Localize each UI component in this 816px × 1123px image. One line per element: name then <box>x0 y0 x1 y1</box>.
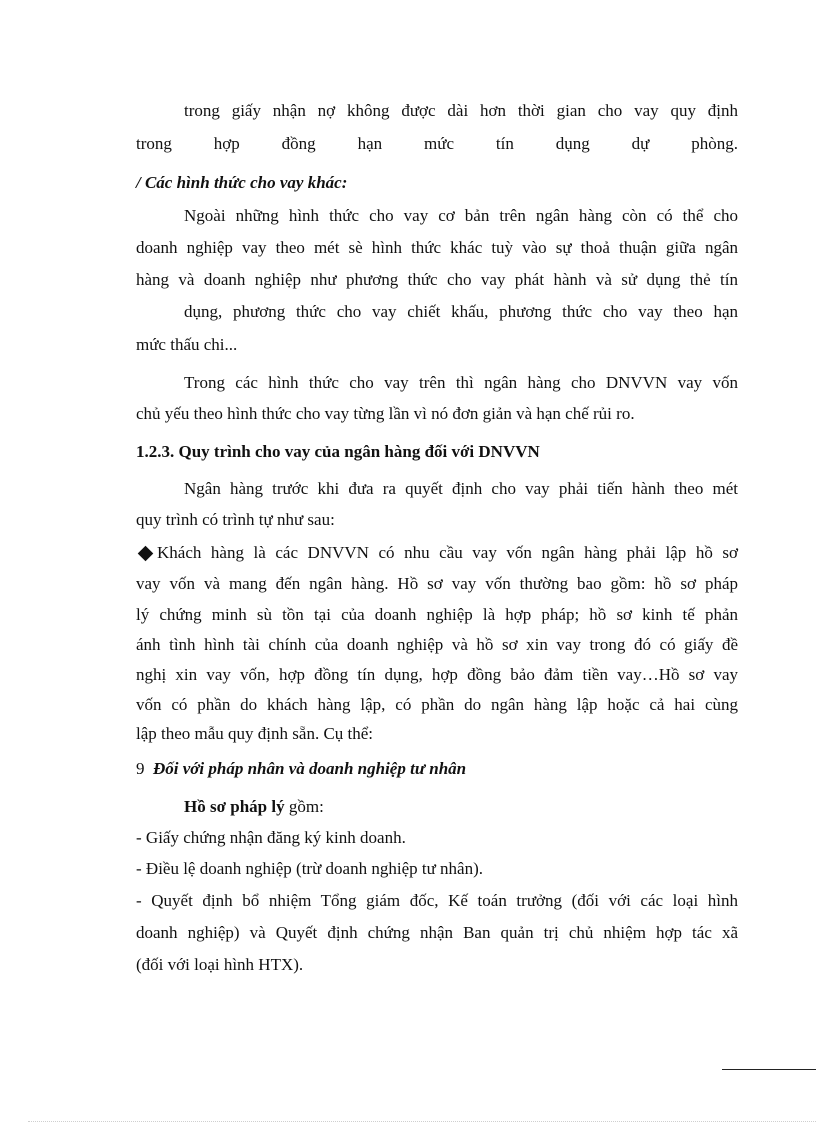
text-line: Ngoài những hình thức cho vay cơ bản trên ngân hàng còn có thể cho <box>184 206 738 225</box>
label-suffix: gồm: <box>284 797 324 816</box>
text-line: quy trình có trình tự như sau: <box>136 510 335 529</box>
text-line: doanh nghiệp) và Quyết định chứng nhận Ban quản trị chủ nhiệm hợp tác xã <box>136 923 738 942</box>
page-bottom-border <box>28 1121 816 1122</box>
subheading-text: Đối với pháp nhân và doanh nghiệp tư nhân <box>153 759 467 778</box>
bold-label: Hồ sơ pháp lý <box>184 797 285 816</box>
diamond-bullet-icon <box>138 546 154 562</box>
list-item: - Quyết định bổ nhiệm Tổng giám đốc, Kế toán trưởng (đối với các loại hình <box>136 891 738 910</box>
text-line: Trong các hình thức cho vay trên thì ngân hàng cho DNVVN vay vốn <box>184 373 738 392</box>
text-line: ánh tình hình tài chính của doanh nghiệp và hồ sơ xin vay trong đó có giấy đề <box>136 635 738 654</box>
text-line: trong giấy nhận nợ không được dài hơn thời gian cho vay quy định <box>184 101 738 120</box>
section-heading: / Các hình thức cho vay khác: <box>136 173 348 192</box>
text-line: dụng, phương thức cho vay chiết khấu, phương thức cho vay theo hạn <box>184 302 738 321</box>
text-line: lý chứng minh sù tồn tại của doanh nghiệp là hợp pháp; hồ sơ kinh tế phản <box>136 605 738 624</box>
list-item: - Điều lệ doanh nghiệp (trừ doanh nghiệp tư nhân). <box>136 859 484 878</box>
text-line: trong hợp đồng hạn mức tín dụng dự phòng. <box>136 134 738 153</box>
text-line <box>184 796 324 818</box>
text-line: vốn có phần do khách hàng lập, có phần do ngân hàng lập hoặc cả hai cùng <box>136 695 738 714</box>
text-line: mức thấu chi... <box>136 335 238 354</box>
list-item: - Giấy chứng nhận đăng ký kinh doanh. <box>136 828 406 847</box>
bullet-text: Khách hàng là các DNVVN có nhu cầu vay vốn ngân hàng phải lập hồ sơ <box>157 543 738 562</box>
text-line: lập theo mẫu quy định sẵn. Cụ thể: <box>136 724 374 743</box>
bullet-line <box>136 542 738 564</box>
bullet-mark: 9 <box>136 759 145 778</box>
text-line: nghị xin vay vốn, hợp đồng tín dụng, hợp đồng bảo đảm tiền vay…Hồ sơ vay <box>136 665 738 684</box>
text-line: (đối với loại hình HTX). <box>136 955 304 974</box>
text-line: hàng và doanh nghiệp như phương thức cho vay phát hành và sử dụng thẻ tín <box>136 270 738 289</box>
subheading-line <box>136 758 466 780</box>
text-line: Ngân hàng trước khi đưa ra quyết định cho vay phải tiến hành theo mét <box>184 479 738 498</box>
footer-rule <box>722 1069 816 1070</box>
text-line: chủ yếu theo hình thức cho vay từng lần vì nó đơn giản và hạn chế rủi ro. <box>136 404 635 423</box>
text-line: vay vốn và mang đến ngân hàng. Hồ sơ vay vốn thường bao gồm: hồ sơ pháp <box>136 574 738 593</box>
subsection-heading: 1.2.3. Quy trình cho vay của ngân hàng đối với DNVVN <box>136 442 540 461</box>
text-line: doanh nghiệp vay theo mét sè hình thức khác tuỳ vào sự thoả thuận giữa ngân <box>136 238 738 257</box>
